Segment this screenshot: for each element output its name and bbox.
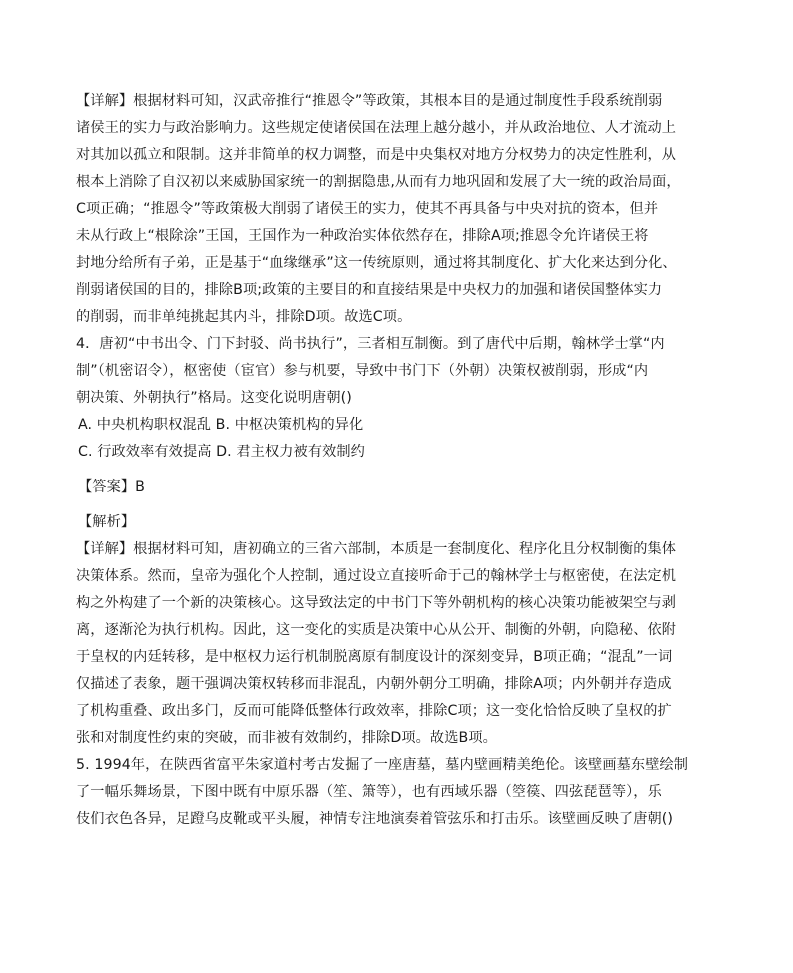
question-4	[76, 331, 726, 752]
text-line: 削弱诸侯国的目的，排除B项;政策的主要目的和直接结果是中央权力的加强和诸侯国整体实力	[76, 282, 663, 298]
question-stem-line: 伎们衣色各异，足蹬乌皮靴或平头履，神情专注地演奏着管弦乐和打击乐。该壁画反映了唐朝()	[76, 811, 674, 827]
answer-options-line: A. 中央机构职权混乱 B. 中枢决策机构的异化	[78, 417, 364, 433]
question-5	[76, 752, 726, 833]
text-line: 【详解】根据材料可知，汉武帝推行“推恩令”等政策，其根本目的是通过制度性手段系统削弱	[76, 93, 663, 109]
question-stem-line: 4．唐初“中书出令、门下封驳、尚书执行”，三者相互制衡。到了唐代中后期，翰林学士掌“内	[76, 336, 665, 352]
text-line: 封地分给所有子弟，正是基于“血缘继承”这一传统原则，通过将其制度化、扩大化来达到分化、	[76, 255, 677, 271]
text-line: 张和对制度性约束的突破，而非被有效制约，排除D项。故选B项。	[76, 730, 497, 746]
question-stem-line: 制”（机密诏令），枢密使（宦官）参与机要，导致中书门下（外朝）决策权被削弱，形成“内	[76, 363, 649, 379]
analysis-heading: 【解析】	[78, 514, 136, 530]
text-line: 决策体系。然而，皇帝为强化个人控制，通过设立直接听命于己的翰林学士与枢密使，在法定机	[76, 568, 677, 584]
page-content	[76, 88, 726, 833]
text-line: 【详解】根据材料可知，唐初确立的三省六部制，本质是一套制度化、程序化且分权制衡的集体	[76, 541, 677, 557]
text-line: 诸侯王的实力与政治影响力。这些规定使诸侯国在法理上越分越小，并从政治地位、人才流动上	[76, 120, 677, 136]
text-line: 的削弱，而非单纯挑起其内斗，排除D项。故选C项。	[76, 309, 412, 325]
text-line: 于皇权的内廷转移，是中枢权力运行机制脱离原有制度设计的深刻变异，B项正确；“混乱”一词	[76, 649, 673, 665]
text-line: 对其加以孤立和限制。这并非简单的权力调整，而是中央集权对地方分权势力的决定性胜利，从	[76, 147, 677, 163]
q3-explanation	[76, 88, 726, 331]
text-line: 构之外构建了一个新的决策核心。这导致法定的中书门下等外朝机构的核心决策功能被架空与剥	[76, 595, 677, 611]
answer-key: 【答案】B	[78, 479, 145, 495]
answer-options-line: C. 行政效率有效提高 D. 君主权力被有效制约	[78, 444, 365, 460]
text-line: 未从行政上“根除涂”王国，王国作为一种政治实体依然存在，排除A项;推恩令允许诸侯王将	[76, 228, 649, 244]
question-stem-line: 5. 1994年，在陕西省富平朱家道村考古发掘了一座唐墓，墓内壁画精美绝伦。该壁画墓东壁绘制	[76, 757, 689, 773]
question-stem-line: 朝决策、外朝执行”格局。这变化说明唐朝()	[76, 390, 352, 406]
text-line: 根本上消除了自汉初以来威胁国家统一的割据隐患,从而有力地巩固和发展了大一统的政治局面，	[76, 174, 681, 190]
text-line: 仅描述了表象，题干强调决策权转移而非混乱，内朝外朝分工明确，排除A项；内外朝并存造成	[76, 676, 672, 692]
text-line: 离，逐渐沦为执行机构。因此，这一变化的实质是决策中心从公开、制衡的外朝，向隐秘、依附	[76, 622, 677, 638]
text-line: C项正确；“推恩令”等政策极大削弱了诸侯王的实力，使其不再具备与中央对抗的资本，但并	[76, 201, 659, 217]
question-stem-line: 了一幅乐舞场景，下图中既有中原乐器（笙、箫等），也有西域乐器（箜篌、四弦琵琶等），乐	[76, 784, 662, 800]
text-line: 了机构重叠、政出多门，反而可能降低整体行政效率，排除C项；这一变化恰恰反映了皇权的扩	[76, 703, 672, 719]
